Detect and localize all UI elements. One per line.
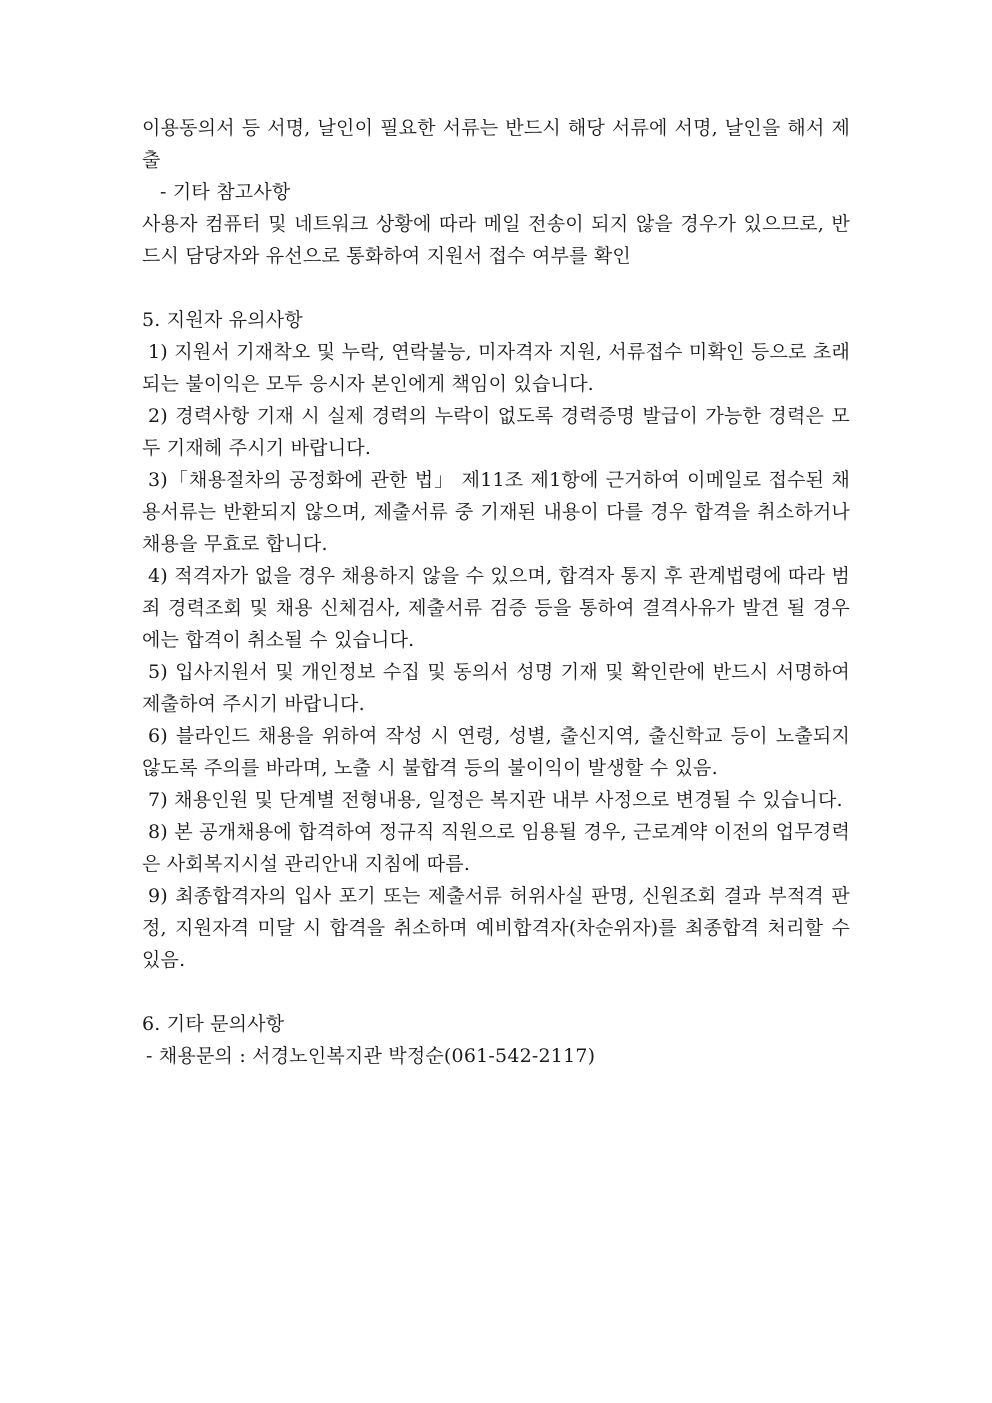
- notice-item-2: 2) 경력사항 기재 시 실제 경력의 누락이 없도록 경력증명 발급이 가능한 경력은 모두 기재헤 주시기 바랍니다.: [142, 405, 850, 459]
- mail-confirmation-paragraph: 사용자 컴퓨터 및 네트워크 상황에 따라 메일 전송이 되지 않을 경우가 있으므로, 반드시 담당자와 유선으로 통화하여 지원서 접수 여부를 확인: [142, 213, 850, 267]
- consent-signature-paragraph: 이용동의서 등 서명, 날인이 필요한 서류는 반드시 해당 서류에 서명, 날인을 해서 제출: [142, 117, 850, 171]
- notice-item-6: 6) 블라인드 채용을 위하여 작성 시 연령, 성별, 출신지역, 출신학교 등이 노출되지 않도록 주의를 바라며, 노출 시 불합격 등의 불이익이 발생할 수 있음.: [142, 725, 850, 779]
- notice-item-8: 8) 본 공개채용에 합격하여 정규직 직원으로 임용될 경우, 근로계약 이전의 업무경력은 사회복지시설 관리안내 지침에 따름.: [142, 821, 850, 875]
- notice-item-4: 4) 적격자가 없을 경우 채용하지 않을 수 있으며, 합격자 통지 후 관계법령에 따라 범죄 경력조회 및 채용 신체검사, 제출서류 검증 등을 통하여 결격사유가 발견 될 경우에는 합격이 취소될 수 있습니다.: [142, 565, 850, 651]
- notice-item-1: 1) 지원서 기재착오 및 누락, 연락불능, 미자격자 지원, 서류접수 미확인 등으로 초래되는 불이익은 모두 응시자 본인에게 책임이 있습니다.: [142, 341, 850, 395]
- section6-heading: 6. 기타 문의사항: [142, 1013, 285, 1035]
- document-page: [142, 112, 850, 1072]
- section-gap: [142, 976, 850, 1008]
- contact-line: - 채용문의 : 서경노인복지관 박정순(061-542-2117): [146, 1045, 596, 1067]
- notice-item-5: 5) 입사지원서 및 개인정보 수집 및 동의서 성명 기재 및 확인란에 반드시 서명하여 제출하여 주시기 바랍니다.: [142, 661, 850, 715]
- notice-item-9: 9) 최종합격자의 입사 포기 또는 제출서류 허위사실 판명, 신원조회 결과 부적격 판정, 지원자격 미달 시 합격을 취소하며 예비합격자(차순위자)를 최종합격 처리할 수 있음.: [142, 885, 850, 971]
- etc-notes-label: - 기타 참고사항: [160, 181, 291, 203]
- section-gap: [142, 272, 850, 304]
- notice-item-7: 7) 채용인원 및 단계별 전형내용, 일정은 복지관 내부 사정으로 변경될 수 있습니다.: [148, 789, 843, 811]
- section5-heading: 5. 지원자 유의사항: [142, 309, 303, 331]
- notice-item-3: 3)「채용절차의 공정화에 관한 법」 제11조 제1항에 근거하여 이메일로 접수된 채용서류는 반환되지 않으며, 제출서류 중 기재된 내용이 다를 경우 합격을 취소하거나 채용을 무효로 합니다.: [142, 469, 850, 555]
